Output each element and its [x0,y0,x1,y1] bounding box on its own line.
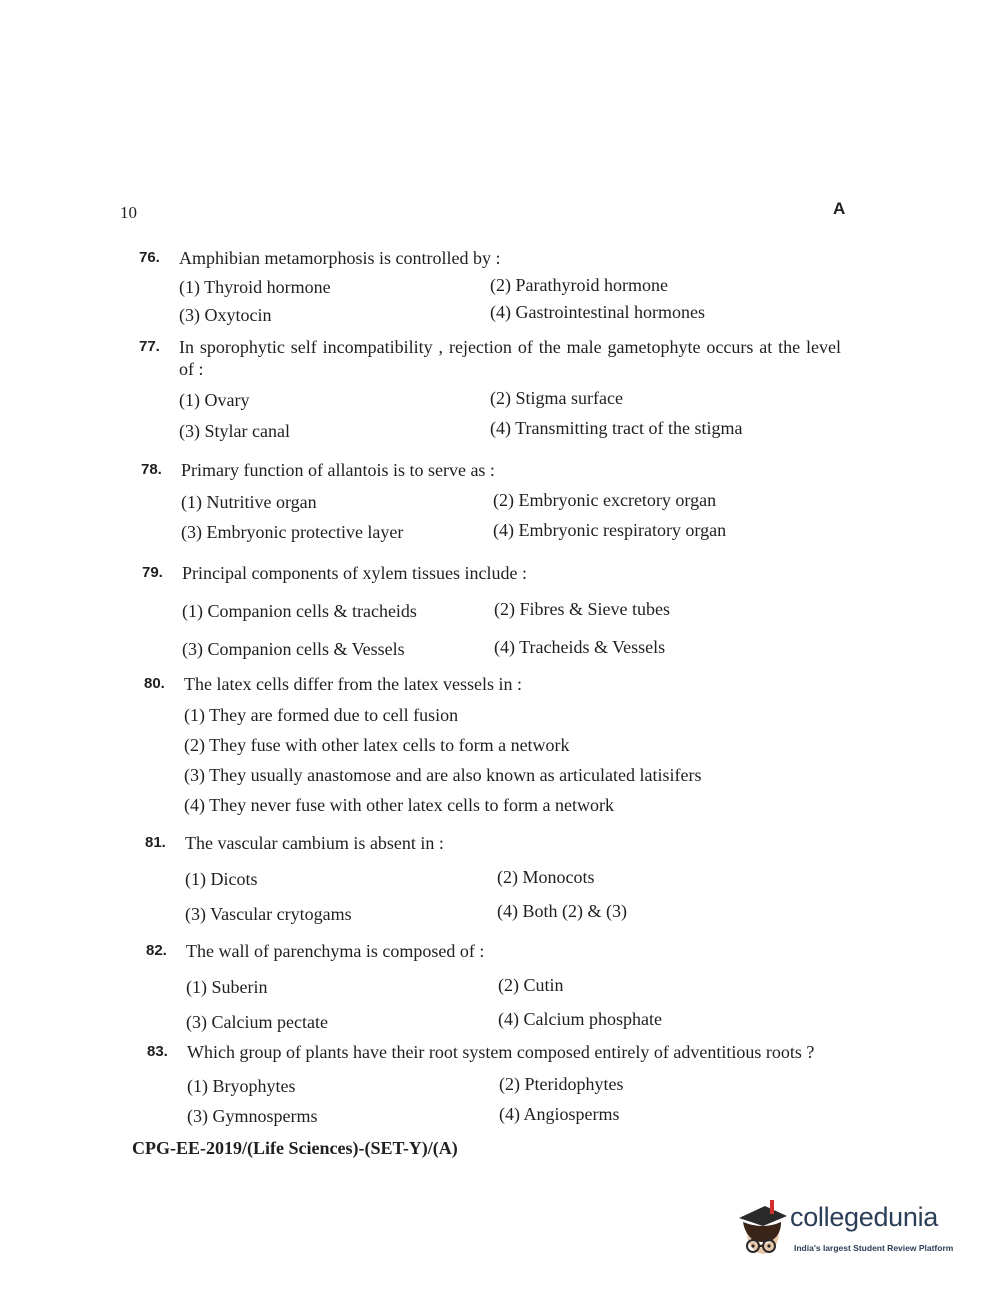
option-1: (1) Bryophytes [187,1076,296,1096]
page-number: 10 [120,203,137,222]
option-1: (1) Suberin [186,977,268,997]
question-number: 80. [144,675,165,692]
option-3: (3) Vascular crytogams [185,904,352,924]
option-4: (4) Calcium phosphate [498,1009,662,1029]
option-1: (1) Companion cells & tracheids [182,601,417,621]
set-letter: A [833,199,846,218]
option-4: (4) Embryonic respiratory organ [493,520,727,540]
option-3: (3) Oxytocin [179,305,272,325]
question-number: 76. [139,249,160,266]
question-text: The wall of parenchyma is composed of : [186,941,485,961]
option-3: (3) Gymnosperms [187,1106,318,1126]
option-4: (4) Both (2) & (3) [497,901,627,921]
option-1: (1) Thyroid hormone [179,277,331,297]
option-2: (2) Parathyroid hormone [490,275,668,295]
option-2: (2) Monocots [497,867,595,887]
collegedunia-watermark [733,1196,963,1266]
question-text: In sporophytic self incompatibility , rejection of the male gametophyte occurs at the level of : [179,337,841,379]
option-4: (4) Gastrointestinal hormones [490,302,705,322]
option-4: (4) They never fuse with other latex cells to form a network [184,795,615,815]
question-number: 78. [141,461,162,478]
option-4: (4) Angiosperms [499,1104,620,1124]
option-3: (3) Calcium pectate [186,1012,328,1032]
question-text: The vascular cambium is absent in : [185,833,444,853]
option-2: (2) They fuse with other latex cells to form a network [184,735,570,755]
option-2: (2) Pteridophytes [499,1074,624,1094]
question-text: Primary function of allantois is to serve as : [181,460,495,480]
option-3: (3) Stylar canal [179,421,290,441]
option-1: (1) Nutritive organ [181,492,317,512]
option-4: (4) Tracheids & Vessels [494,637,666,657]
option-2: (2) Embryonic excretory organ [493,490,717,510]
brand-name: collegedunia [790,1202,939,1232]
student-mascot-icon [733,1198,789,1260]
paper-code: CPG-EE-2019/(Life Sciences)-(SET-Y)/(A) [132,1138,458,1158]
question-number: 79. [142,564,163,581]
option-3: (3) They usually anastomose and are also known as articulated latisifers [184,765,702,785]
question-text: Amphibian metamorphosis is controlled by : [179,248,501,268]
brand-tagline: India's largest Student Review Platform [794,1243,954,1253]
question-number: 83. [147,1043,168,1060]
question-text: The latex cells differ from the latex vessels in : [184,674,523,694]
option-3: (3) Embryonic protective layer [181,522,404,542]
option-1: (1) Dicots [185,869,258,889]
option-2: (2) Stigma surface [490,388,623,408]
question-text: Principal components of xylem tissues include : [182,563,527,583]
question-number: 82. [146,942,167,959]
question-text: Which group of plants have their root system composed entirely of adventitious roots ? [187,1042,815,1062]
option-4: (4) Transmitting tract of the stigma [490,418,743,438]
option-3: (3) Companion cells & Vessels [182,639,405,659]
option-1: (1) Ovary [179,390,250,410]
option-2: (2) Cutin [498,975,564,995]
option-2: (2) Fibres & Sieve tubes [494,599,670,619]
question-number: 77. [139,338,160,355]
option-1: (1) They are formed due to cell fusion [184,705,459,725]
question-number: 81. [145,834,166,851]
